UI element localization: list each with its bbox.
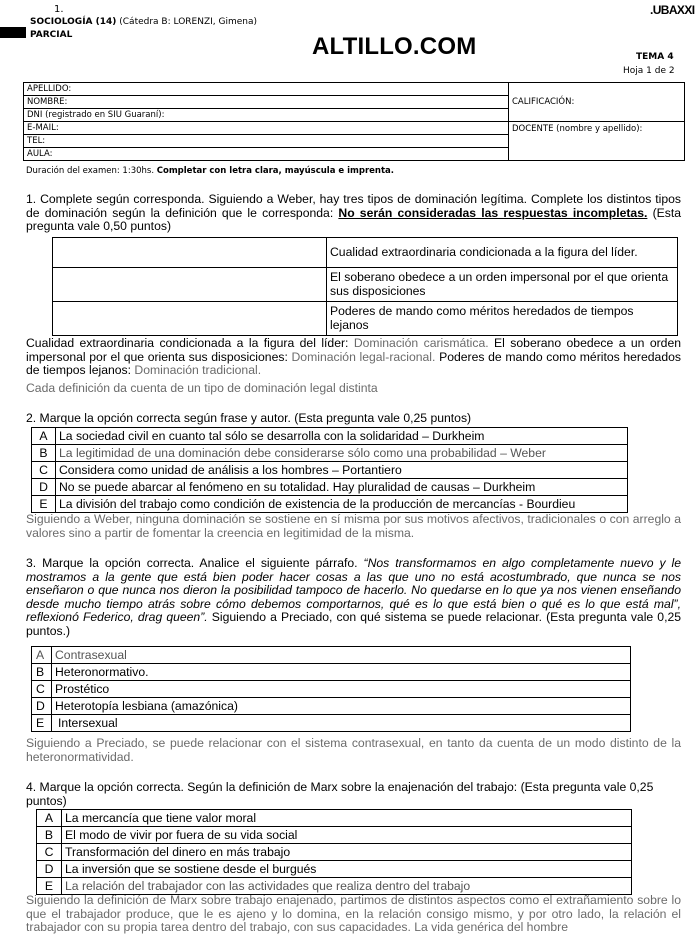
option-text: Transformación del dinero en más trabajo	[62, 844, 632, 861]
option-text: La relación del trabajador con las actividades que realiza dentro del trabajo	[62, 878, 632, 895]
q1-row	[53, 268, 678, 302]
option-text: La división del trabajo como condición de existencia de la producción de mercancías - Bourdieu	[56, 496, 628, 513]
q4-answer: Siguiendo la definición de Marx sobre trabajo enajenado, partimos de distintos aspectos como el extrañamiento sobre lo que el trabajador produce, que le es ajeno y lo domina, en la relación consigo mismo, y por otro lado, la relación el trabajador con su propia tarea dentro del trabajo, con sus capacidades. La vida genérica del hombre	[26, 893, 681, 935]
q1-answer-type1: Dominación carismática.	[353, 336, 489, 350]
q4-option-a[interactable]	[37, 810, 632, 827]
calificacion-field[interactable]: CALIFICACIÓN:	[509, 83, 685, 122]
duration: Duración del examen: 1:30hs.	[26, 166, 155, 176]
q1-definition: El soberano obedece a un orden impersonal por el que orienta sus disposiciones	[327, 268, 678, 302]
option-letter: B	[32, 664, 52, 681]
option-letter: C	[32, 462, 56, 479]
q3-answer: Siguiendo a Preciado, se puede relacionar con el sistema contrasexual, en tanto da cuenta de un modo distinto de la heteronormatividad.	[26, 736, 681, 764]
student-form	[23, 82, 685, 161]
q1-answer	[26, 337, 681, 378]
option-text: Considera como unidad de análisis a los hombres – Portantiero	[56, 462, 628, 479]
dni-field[interactable]: DNI (registrado en SIU Guaraní):	[24, 109, 509, 122]
option-letter: E	[37, 878, 62, 895]
q1-definition: Cualidad extraordinaria condicionada a la figura del líder.	[327, 238, 678, 268]
option-letter: E	[32, 715, 52, 732]
exam-type: PARCIAL	[30, 30, 73, 40]
q3-prompt	[26, 557, 681, 639]
apellido-field[interactable]: APELLIDO:	[24, 83, 509, 96]
instructions: Completar con letra clara, mayúscula e imprenta.	[156, 166, 395, 176]
option-letter: B	[32, 445, 56, 462]
q3-option-d[interactable]	[32, 698, 631, 715]
q4-options	[36, 809, 632, 895]
option-text: Contrasexual	[52, 647, 631, 664]
option-letter: C	[37, 844, 62, 861]
header-bar	[0, 27, 26, 38]
q3-quote: “Nos transformamos en algo completamente nuevo y le mostramos a la gente que está bien poder hacer cosas a las que uno no está acostumbrado, que nunca se nos enseñaron o que nunca nos dieron la posibilidad tampoco de hacerlo. No quedarse en lo que ya nos vienen enseñando desde mucho tiempo atrás sobre cómo debemos comportarnos, qué es lo que está bien o qué es lo que está mal”, reflexionó Federico, drag queen”.	[26, 556, 681, 625]
q2-answer: Siguiendo a Weber, ninguna dominación se sostiene en sí misma por sus motivos afectivos, tradicionales o con arreglo a valores sino a partir de fomentar la creencia en legitimidad de la misma.	[26, 512, 681, 540]
option-text: Intersexual	[52, 715, 631, 732]
q2-prompt: 2. Marque la opción correcta según frase y autor. (Esta pregunta vale 0,25 puntos)	[26, 411, 472, 425]
nombre-field[interactable]: NOMBRE:	[24, 96, 509, 109]
option-letter: C	[32, 681, 52, 698]
q1-answer-def3: Poderes de mando como méritos heredados de tiempos lejanos:	[26, 349, 681, 378]
option-letter: B	[37, 827, 62, 844]
q1-answer-cell[interactable]	[53, 268, 327, 302]
q1-definition: Poderes de mando como méritos heredados de tiempos lejanos	[327, 302, 678, 336]
course-name: SOCIOLOGÍA (14)	[30, 17, 117, 27]
hoja: Hoja 1 de 2	[623, 66, 675, 76]
q1-answer-type2: Dominación legal-racional.	[291, 349, 436, 364]
q3-option-e[interactable]	[32, 715, 631, 732]
q1-warning: No serán consideradas las respuestas incompletas.	[338, 205, 648, 220]
q3-options	[31, 646, 631, 732]
page-number: 1.	[54, 4, 64, 15]
site-watermark: ALTILLO.COM	[312, 33, 477, 60]
q2-option-d[interactable]	[32, 479, 628, 496]
q3-question: Siguiendo a Preciado, con qué sistema se puede relacionar.	[211, 610, 542, 625]
option-letter: A	[32, 647, 52, 664]
q1-intro: 1. Complete según corresponda. Siguiendo a Weber, hay tres tipos de dominación legítima. Complete los distintos tipos de dominación según la definición que le corresponda:	[26, 192, 681, 220]
aula-field[interactable]: AULA:	[24, 148, 509, 161]
q1-points: (Esta pregunta vale 0,50 puntos)	[26, 205, 682, 234]
q1-answer-def1: Cualidad extraordinaria condicionada a la figura del líder:	[26, 336, 349, 350]
option-letter: D	[37, 861, 62, 878]
q2-option-a[interactable]	[32, 428, 628, 445]
q2-option-b[interactable]	[32, 445, 628, 462]
option-text: No se puede abarcar al fenómeno en su totalidad. Hay pluralidad de causas – Durkheim	[56, 479, 628, 496]
option-text: La sociedad civil en cuanto tal sólo se desarrolla con la solidaridad – Durkheim	[56, 428, 628, 445]
q4-option-d[interactable]	[37, 861, 632, 878]
q1-answer-note: Cada definición da cuenta de un tipo de dominación legal distinta	[26, 381, 378, 395]
option-text: Heteronormativo.	[52, 664, 631, 681]
q1-answer-cell[interactable]	[53, 238, 327, 268]
q1-answer-type3: Dominación tradicional.	[134, 363, 262, 378]
email-field[interactable]: E-MAIL:	[24, 122, 509, 135]
q1-row	[53, 302, 678, 336]
q4-prompt: 4. Marque la opción correcta. Según la definición de Marx sobre la enajenación del trabajo: (Esta pregunta vale 0,25 puntos)	[26, 780, 654, 808]
q2-option-e[interactable]	[32, 496, 628, 513]
q1-prompt	[26, 193, 681, 234]
option-letter: E	[32, 496, 56, 513]
option-letter: D	[32, 698, 52, 715]
q3-points: (Esta pregunta vale 0,25 puntos.)	[26, 610, 682, 638]
q2-option-c[interactable]	[32, 462, 628, 479]
catedra: (Cátedra B: LORENZI, Gimena)	[119, 17, 257, 27]
option-letter: A	[37, 810, 62, 827]
q1-row	[53, 238, 678, 268]
q1-answer-cell[interactable]	[53, 302, 327, 336]
option-letter: D	[32, 479, 56, 496]
q4-option-e[interactable]	[37, 878, 632, 895]
option-text: La mercancía que tiene valor moral	[62, 810, 632, 827]
q4-option-c[interactable]	[37, 844, 632, 861]
option-letter: A	[32, 428, 56, 445]
tema: TEMA 4	[636, 52, 674, 62]
tel-field[interactable]: TEL:	[24, 135, 509, 148]
option-text: El modo de vivir por fuera de su vida social	[62, 827, 632, 844]
option-text: La legitimidad de una dominación debe considerarse sólo como una probabilidad – Weber	[56, 445, 628, 462]
docente-field[interactable]: DOCENTE (nombre y apellido):	[509, 122, 685, 161]
q1-answer-def2: El soberano obedece a un orden impersonal por el que orienta sus disposiciones:	[26, 336, 682, 364]
q3-option-b[interactable]	[32, 664, 631, 681]
option-text: Prostético	[52, 681, 631, 698]
exam-instructions	[26, 166, 394, 176]
uba-brand: .UBAXXI	[650, 3, 695, 17]
row-apellido	[24, 83, 685, 96]
option-text: Heterotopía lesbiana (amazónica)	[52, 698, 631, 715]
q3-intro: 3. Marque la opción correcta. Analice el siguiente párrafo.	[26, 556, 358, 570]
q2-options	[31, 427, 628, 513]
q3-option-a[interactable]	[32, 647, 631, 664]
option-text: La inversión que se sostiene desde el burgués	[62, 861, 632, 878]
q4-option-b[interactable]	[37, 827, 632, 844]
course-line	[30, 17, 257, 27]
q1-table	[52, 237, 678, 336]
q3-option-c[interactable]	[32, 681, 631, 698]
